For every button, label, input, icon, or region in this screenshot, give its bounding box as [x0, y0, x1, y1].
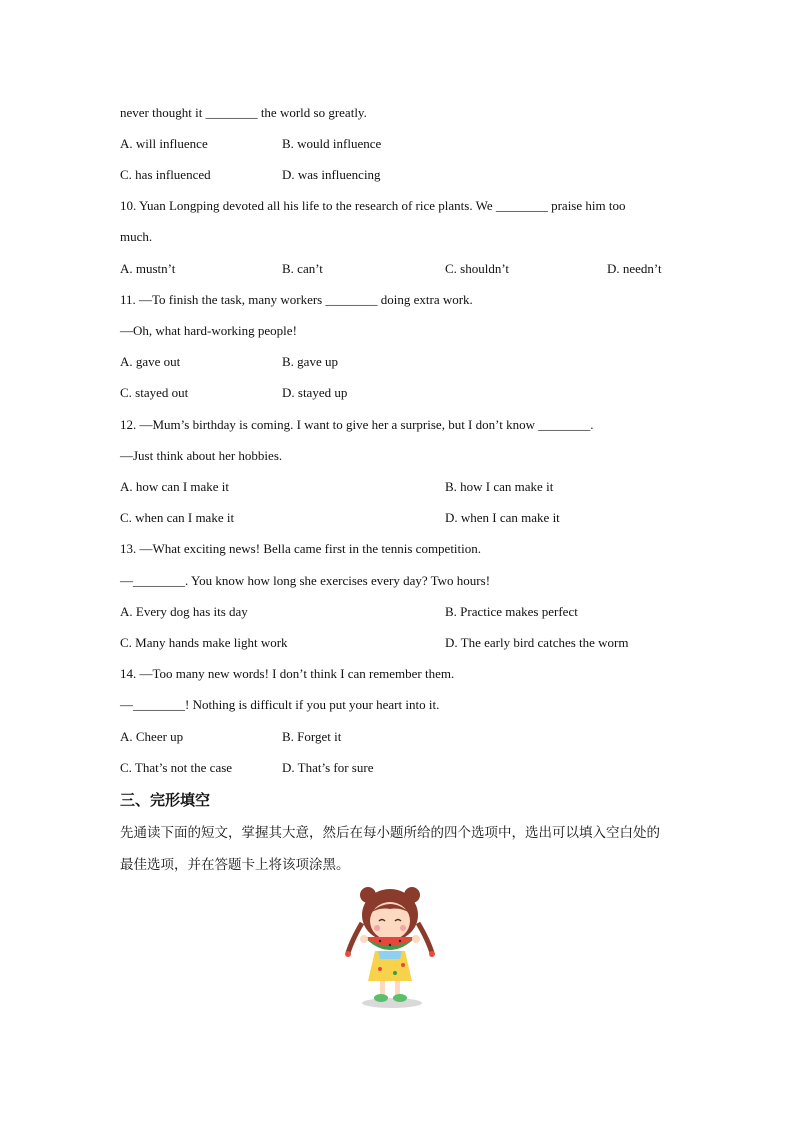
q10-option-b[interactable]: B. can’t: [282, 261, 323, 276]
q12-stem: 12. —Mum’s birthday is coming. I want to give her a surprise, but I don’t know ________.: [120, 417, 594, 432]
q11-option-c[interactable]: C. stayed out: [120, 385, 189, 400]
q14-option-c[interactable]: C. That’s not the case: [120, 760, 233, 775]
q9-option-b[interactable]: B. would influence: [282, 136, 382, 151]
q11-stem: 11. —To finish the task, many workers ________ doing extra work.: [120, 292, 473, 307]
q10-option-a[interactable]: A. mustn’t: [120, 261, 176, 276]
q11-stem-cont: —Oh, what hard-working people!: [120, 323, 297, 338]
q11-option-b[interactable]: B. gave up: [282, 354, 338, 369]
q12-option-c[interactable]: C. when can I make it: [120, 510, 235, 525]
q12-stem-cont: —Just think about her hobbies.: [120, 448, 283, 463]
q11-option-a[interactable]: A. gave out: [120, 354, 181, 369]
q13-option-d[interactable]: D. The early bird catches the worm: [445, 635, 629, 650]
q10-option-c[interactable]: C. shouldn’t: [445, 261, 510, 276]
section-heading: 三、完形填空: [120, 791, 211, 809]
q14-option-a[interactable]: A. Cheer up: [120, 729, 184, 744]
q9-option-c[interactable]: C. has influenced: [120, 167, 211, 182]
q12-option-b[interactable]: B. how I can make it: [445, 479, 554, 494]
q9-option-d[interactable]: D. was influencing: [282, 167, 381, 182]
q13-stem-cont: —________. You know how long she exercises every day? Two hours!: [120, 573, 491, 588]
girl-watermelon-illustration: [340, 885, 440, 1010]
q10-stem: 10. Yuan Longping devoted all his life to the research of rice plants. We ________ praise him too: [120, 198, 626, 213]
q9-stem: never thought it ________ the world so greatly.: [120, 105, 367, 120]
q13-option-c[interactable]: C. Many hands make light work: [120, 635, 288, 650]
q13-option-b[interactable]: B. Practice makes perfect: [445, 604, 578, 619]
section-instructions-cont: 最佳选项，并在答题卡上将该项涂黑。: [120, 857, 350, 873]
q14-stem: 14. —Too many new words! I don’t think I can remember them.: [120, 666, 455, 681]
section-instructions: 先通读下面的短文，掌握其大意，然后在每小题所给的四个选项中，选出可以填入空白处的: [120, 825, 660, 841]
q14-option-d[interactable]: D. That’s for sure: [282, 760, 374, 775]
q13-option-a[interactable]: A. Every dog has its day: [120, 604, 248, 619]
q12-option-a[interactable]: A. how can I make it: [120, 479, 230, 494]
girl-watermelon-image: [340, 885, 440, 1010]
q10-stem-cont: much.: [120, 229, 153, 244]
q11-option-d[interactable]: D. stayed up: [282, 385, 348, 400]
q9-option-a[interactable]: A. will influence: [120, 136, 208, 151]
q12-option-d[interactable]: D. when I can make it: [445, 510, 560, 525]
q14-option-b[interactable]: B. Forget it: [282, 729, 342, 744]
q13-stem: 13. —What exciting news! Bella came first in the tennis competition.: [120, 541, 482, 556]
q10-option-d[interactable]: D. needn’t: [607, 261, 662, 276]
q14-stem-cont: —________! Nothing is difficult if you put your heart into it.: [120, 697, 440, 712]
